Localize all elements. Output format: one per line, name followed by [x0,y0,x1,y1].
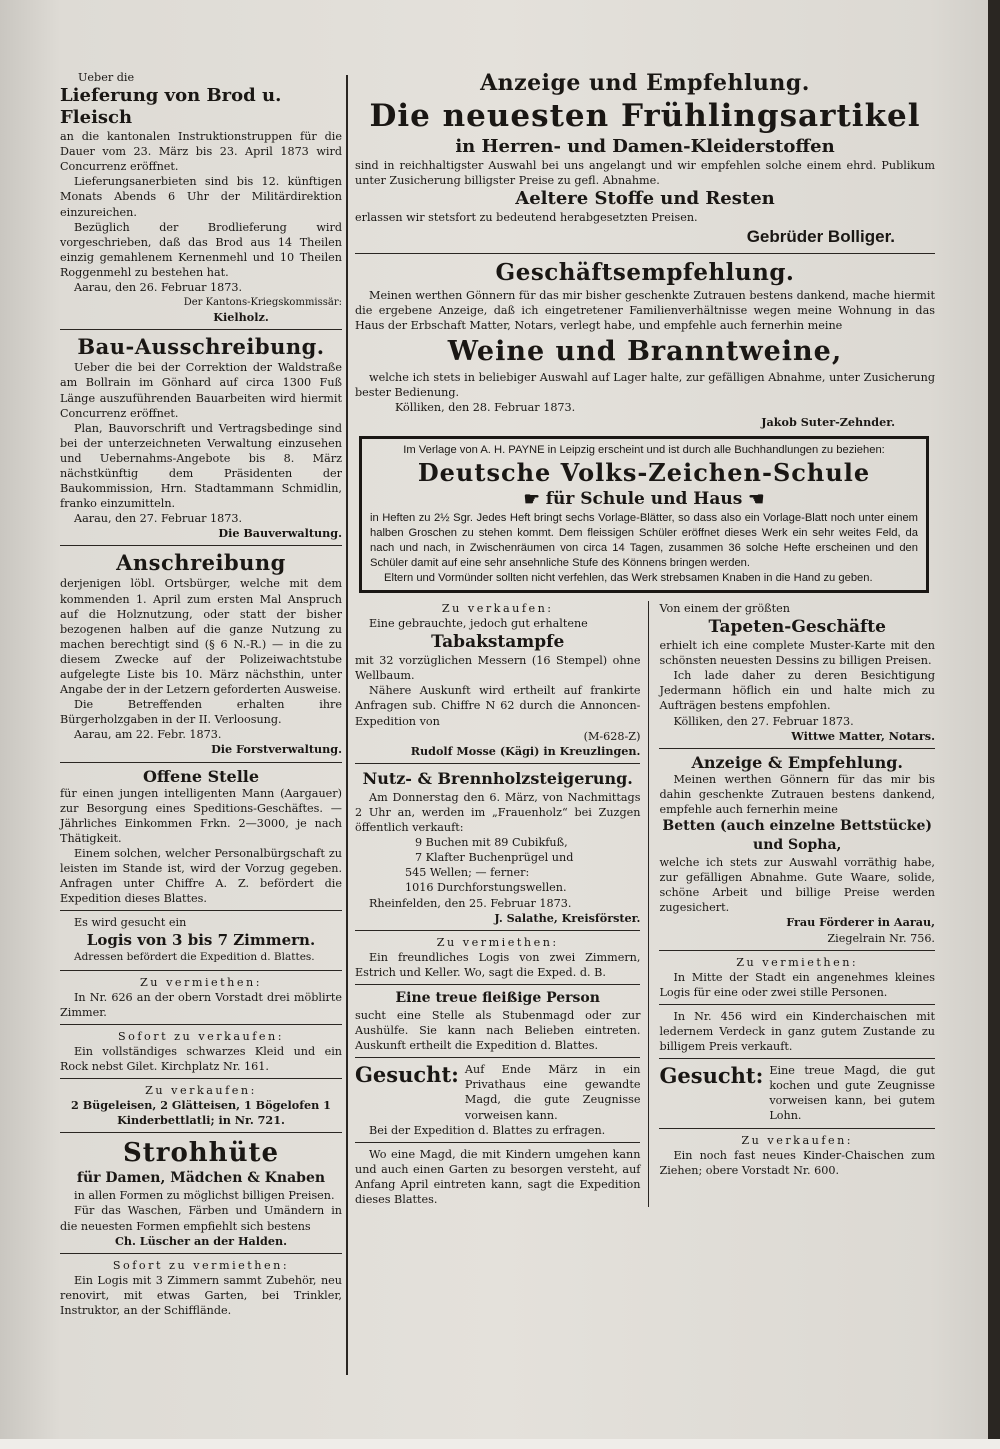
tabak-mosse: Rudolf Mosse (Kägi) in Kreuzlingen. [410,743,641,758]
holz-item-4: 1016 Durchforstungswellen. [405,881,567,895]
chaischen-body: Ein noch fast neues Kinder-Chaischen zum Ziehen; obere Vorstadt Nr. 600. [659,1148,935,1177]
divider [60,970,342,971]
ad-gesucht-koechin [659,1063,935,1123]
lower-two-columns [355,601,935,1207]
bolliger-body-2: erlassen wir stetsfort zu bedeutend herabgesetzten Preisen. [355,211,698,225]
bolliger-body-1: sind in reichhaltigster Auswahl bei uns angelangt und wir empfehlen solche einem ehrd. Publikum unter Zusicherung billigster Preise zu gefl. Abnahme. [355,159,935,188]
payne-body-2: Eltern und Vormünder sollten nicht verfehlen, das Werk strebsamen Knaben in die Hand zu geben. [384,571,873,584]
ansch-body-2: Die Betreffenden erhalten ihre Bürgerholzgaben in der II. Verloosung. [60,698,342,727]
betten-head: Anzeige & Empfehlung. [691,752,903,772]
ad-suter [355,258,935,430]
column-far-right [648,601,935,1207]
betten-body-2: welche ich stets zur Auswahl vorräthig habe, zur gefälligen Abnahme. Gute Waare, solide, schöne Arbeit und billige Preise werden zugesichert. [659,856,935,915]
bolliger-sub: in Herren- und Damen-Kleiderstoffen [455,136,835,157]
suter-signer: Jakob Suter-Zehnder. [761,414,895,429]
ad-bau-ausschreibung [60,334,342,541]
divider [60,1132,342,1133]
holz-item-2: 7 Klafter Buchenprügel und [415,851,574,865]
brod-office: Der Kantons-Kriegskommissär: [183,297,342,309]
tabak-title: Tabakstampfe [431,632,565,653]
divider [659,1058,935,1059]
kleid-head: Sofort zu verkaufen: [117,1029,284,1043]
verm626-head: Zu vermiethen: [140,975,262,989]
buegel-head: Zu verkaufen: [145,1084,257,1098]
pointing-hand-right-icon: ☛ [523,488,540,510]
column-rule [346,75,348,1375]
betten-title-2: und Sopha, [753,837,842,854]
suter-date: Kölliken, den 28. Februar 1873. [395,400,576,414]
holz-item-3: 545 Wellen; — ferner: [405,866,530,880]
ad-vermiethen-626 [60,975,342,1020]
gesucht-1-label: Gesucht: [355,1062,459,1088]
bolliger-head: Anzeige und Empfehlung. [480,70,810,96]
ad-zwei-zimmer [355,935,640,980]
gesucht-2-label: Gesucht: [659,1063,764,1089]
tapeten-title: Tapeten-Geschäfte [708,617,886,638]
divider [355,1057,640,1058]
column-left [60,70,342,1318]
stelle-body-1: für einen jungen intelligenten Mann (Aargauer) zur Besorgung eines Speditions-Geschäftes. — Jährliches Einkommen Frkn. 2—3000, je nach Thätigkeit. [60,786,342,845]
bolliger-signer: Gebrüder Bolliger. [746,227,895,247]
stelle-title: Offene Stelle [142,766,260,786]
ad-stille-personen [659,955,935,1000]
column-right [355,70,935,1207]
divider [659,950,935,951]
bau-body-2: Plan, Bauvorschrift und Vertragsbedinge sind bei der unterzeichneten Verwaltung einzusehen und Uebernahms-Angebote bis 8. März nächstkünftig dem Präsidenten der Baukommission, Hrn. Stadtammann Schmidlin, franko einzumitteln. [60,421,342,511]
ad-magd-kinder [355,1147,640,1207]
holz-body-1: Am Donnerstag den 6. März, von Nachmittags 2 Uhr an, werden im „Frauenholz“ bei Zuzgen öffentlich verkauft: [355,790,641,835]
suter-body-2: welche ich stets in beliebiger Auswahl auf Lager halte, zur gefälligen Abnahme, unter Zusicherung bester Bedienung. [355,370,935,399]
betten-signer: Frau Förderer in Aarau, [786,915,935,930]
divider [355,763,640,764]
betten-body-1: Meinen werthen Gönnern für das mir bis dahin geschenkte Zutrauen bestens dankend, empfehle auch fernerhin meine [659,772,935,816]
divider [60,910,342,911]
payne-sub: für Schule und Haus [545,489,743,510]
verm626-body: In Nr. 626 an der obern Vorstadt drei möblirte Zimmer. [60,990,342,1019]
logis-line-1: Es wird gesucht ein [74,916,187,930]
treue-title: Eine treue fleißige Person [395,989,600,1006]
logis-line-3: Adressen befördert die Expedition d. Blattes. [74,951,315,964]
holz-item-1: 9 Buchen mit 89 Cubikfuß, [415,836,568,850]
pointing-hand-left-icon: ☚ [748,488,765,510]
stroh-body-1: in allen Formen zu möglichst billigen Preisen. [74,1189,335,1203]
ad-tabakstampfe [355,601,640,759]
holz-signer: J. Salathe, Kreisförster. [494,910,641,925]
ad-anschreibung [60,550,342,757]
ansch-body-1: derjenigen löbl. Ortsbürger, welche mit dem kommenden 1. April zum ersten Mal Anspruch auf die Holznutzung, oder statt der bisher bezogenen halben auf die ganze Nutzung zu machen berechtigt sind (§ 6 N.-R.) — in die zu diesem Zwecke auf der Polizeiwachtstube aufgelegte Liste bis 10. März nächsthin, unter Angabe der in der Letzern geforderten Ausweise. [60,577,342,697]
stroh-body-2: Für das Waschen, Färben und Umändern in die neuesten Formen empfiehlt sich bestens [60,1204,342,1233]
scan-bottom [0,1439,1000,1449]
ad-brod-fleisch [60,70,342,325]
divider [60,1253,342,1254]
divider [355,1142,640,1143]
stroh-sub: für Damen, Mädchen & Knaben [76,1170,326,1187]
stroh-title: Strohhüte [122,1138,280,1169]
divider [659,1128,935,1129]
chaischen-head: Zu verkaufen: [741,1133,854,1147]
brod-body-1: an die kantonalen Instruktionstruppen für die Dauer vom 23. März bis 23. April 1873 wird Concurrenz eröffnet. [60,130,342,174]
logis-line-2: Logis von 3 bis 7 Zimmern. [86,931,316,950]
ad-betten [659,753,935,946]
bau-title: Bau-Ausschreibung. [77,334,325,360]
zweizimmer-body: Ein freundliches Logis von zwei Zimmern, Estrich und Keller. Wo, sagt die Exped. d. B. [355,950,641,979]
betten-title: Betten (auch einzelne Bettstücke) [662,818,933,835]
gesucht-2-body: Eine treue Magd, die gut kochen und gute Zeugnisse vorweisen kann, bei gutem Lohn. [769,1064,935,1123]
ad-gesucht-magd [355,1062,640,1122]
holz-date: Rheinfelden, den 25. Februar 1873. [369,896,572,910]
trinkler-head: Sofort zu vermiethen: [112,1258,290,1272]
brod-title: Lieferung von Brod u. Fleisch [60,85,282,129]
tapeten-signer: Wittwe Matter, Notars. [791,728,935,743]
tabak-body: mit 32 vorzüglichen Messern (16 Stempel) ohne Wellbaum. [355,654,641,683]
tapeten-body-1: erhielt ich eine complete Muster-Karte mit den schönsten neuesten Dessins zu billigen Preisen. [659,639,935,668]
ad-kinderchaischen [659,1009,935,1054]
ansch-signer: Die Forstverwaltung. [211,742,342,757]
bau-signer: Die Bauverwaltung. [218,526,342,541]
brod-intro: Ueber die [78,71,135,84]
stroh-signer: Ch. Lüscher an der Halden. [114,1233,288,1248]
ansch-title: Anschreibung [116,550,286,576]
ad-tapeten [659,601,935,744]
divider [60,1024,342,1025]
bolliger-sub-2: Aeltere Stoffe und Resten [515,188,775,210]
trinkler-body: Ein Logis mit 3 Zimmern sammt Zubehör, neu renovirt, mit etwas Garten, bei Trinkler, Instruktor, an der Schifflände. [60,1273,342,1317]
divider [60,1078,342,1079]
brod-date: Aarau, den 26. Februar 1873. [74,281,243,295]
divider [60,762,342,763]
payne-title: Deutsche Volks-Zeichen-Schule [417,458,871,488]
magd-body: Wo eine Magd, die mit Kindern umgehen kann und auch einen Garten zu besorgen versteht, auf Anfang April eintreten kann, sagt die Expedition dieses Blattes. [355,1147,641,1206]
buegel-body: 2 Bügeleisen, 2 Glätteisen, 1 Bögelofen 1 Kinderbettlatli; in Nr. 721. [71,1098,331,1128]
divider [659,1004,935,1005]
ad-holzsteigerung [355,768,640,926]
tapeten-date: Kölliken, den 27. Februar 1873. [673,714,854,728]
suter-title: Weine und Branntweine, [447,335,843,367]
payne-intro: Im Verlage von A. H. PAYNE in Leipzig erscheint und ist durch alle Buchhandlungen zu beziehen: [403,443,885,456]
ad-strohhuete [60,1137,342,1248]
ad-treue-person [355,989,640,1053]
treue-body: sucht eine Stelle als Stubenmagd oder zur Aushülfe. Sie kann nach Belieben eintreten. Auskunft ertheilt die Expedition d. Blattes. [355,1008,641,1053]
tapeten-body-2: Ich lade daher zu deren Besichtigung Jedermann höflich ein und halte mich zu Aufträgen bestens empfohlen. [659,669,935,713]
stille-body: In Mitte der Stadt ein angenehmes kleines Logis für eine oder zwei stille Personen. [659,970,935,999]
suter-head: Geschäftsempfehlung. [495,259,795,287]
kinderch-body: In Nr. 456 wird ein Kinderchaischen mit ledernem Verdeck in ganz gutem Zustande zu billigem Preis verkauft. [659,1009,935,1054]
divider [355,930,640,931]
ad-logis-gesucht [60,915,342,965]
ad-kleid [60,1029,342,1074]
divider [355,984,640,985]
tabak-code: (M-628-Z) [583,729,641,743]
payne-sub-row [370,488,918,511]
gesucht-1-body: Auf Ende März in ein Privathaus eine gewandte Magd, die gute Zeugnisse vorweisen kann. [464,1063,641,1122]
tabak-head: Zu verkaufen: [441,602,554,615]
divider [659,748,935,749]
bolliger-title: Die neuesten Frühlingsartikel [369,98,921,134]
stelle-body-2: Einem solchen, welcher Personalbürgschaft zu leisten im Stande ist, wird der Vorzug gegeben. Anfragen unter Chiffre A. Z. befördert die Expedition dieses Blattes. [60,846,342,906]
gesucht-1-body-2: Bei der Expedition d. Blattes zu erfragen. [369,1123,606,1137]
tapeten-intro: Von einem der größten [659,602,790,615]
payne-body-1: in Heften zu 2½ Sgr. Jedes Heft bringt sechs Vorlage-Blätter, so dass also ein Vorlage-Blatt noch unter einem halben Groschen zu stehen kommt. Dem fleissigen Schüler eröffnet dieses Werk ein sehr weites Feld, da nach und nach, in Zwischenräumen von circa 14 Tagen, zusammen 36 solche Hefte erscheinen und den Schüler damit auf eine sehr ansehnliche Stufe des Könnens bringen werden. [370,511,918,569]
suter-body-1: Meinen werthen Gönnern für das mir bisher geschenkte Zutrauen bestens dankend, mache hiermit die ergebene Anzeige, daß ich eingetretener Familienverhältnisse wegen meine Wohnung in das Haus der Erbschaft Matter, Notars, verlegt habe, und empfehle auch fernerhin meine [355,289,935,333]
bau-date: Aarau, den 27. Februar 1873. [74,512,243,526]
tabak-line-1: Eine gebrauchte, jedoch gut erhaltene [369,617,588,631]
brod-signer: Kielholz. [213,310,269,325]
brod-body-2: Lieferungsanerbieten sind bis 12. künftigen Monats Abends 6 Uhr der Militärdirektion einzureichen. [60,175,342,219]
betten-addr: Ziegelrain Nr. 756. [827,931,935,945]
bau-body-1: Ueber die bei der Correktion der Waldstraße am Bollrain im Gönhard auf circa 1300 Fuß Länge auszuführenden Bauarbeiten wird hiermit Concurrenz eröffnet. [60,361,342,420]
column-middle [355,601,648,1207]
ad-bolliger [355,70,935,249]
brod-body-3: Bezüglich der Brodlieferung wird vorgeschrieben, daß das Brod aus 14 Theilen einzig gemahlenem Kernenmehl und 10 Theilen Roggenmehl zu bestehen hat. [60,220,342,279]
zweizimmer-head: Zu vermiethen: [436,935,559,949]
ad-chaischen-verkauf [659,1133,935,1178]
holz-title: Nutz- & Brennholzsteigerung. [362,768,633,788]
stille-head: Zu vermiethen: [736,955,859,969]
ad-trinkler [60,1258,342,1318]
divider [60,545,342,546]
ad-buegeleisen [60,1083,342,1128]
ad-offene-stelle [60,767,342,907]
scan-edge [988,0,1000,1449]
kleid-body: Ein vollständiges schwarzes Kleid und ein Rock nebst Gilet. Kirchplatz Nr. 161. [60,1044,342,1073]
tabak-body-2: Nähere Auskunft wird ertheilt auf frankirte Anfragen sub. Chiffre N 62 durch die Annoncen-Expedition von [355,684,641,728]
ansch-date: Aarau, am 22. Febr. 1873. [74,728,222,742]
ad-payne-box [359,436,929,593]
divider [60,329,342,330]
divider [355,253,935,254]
